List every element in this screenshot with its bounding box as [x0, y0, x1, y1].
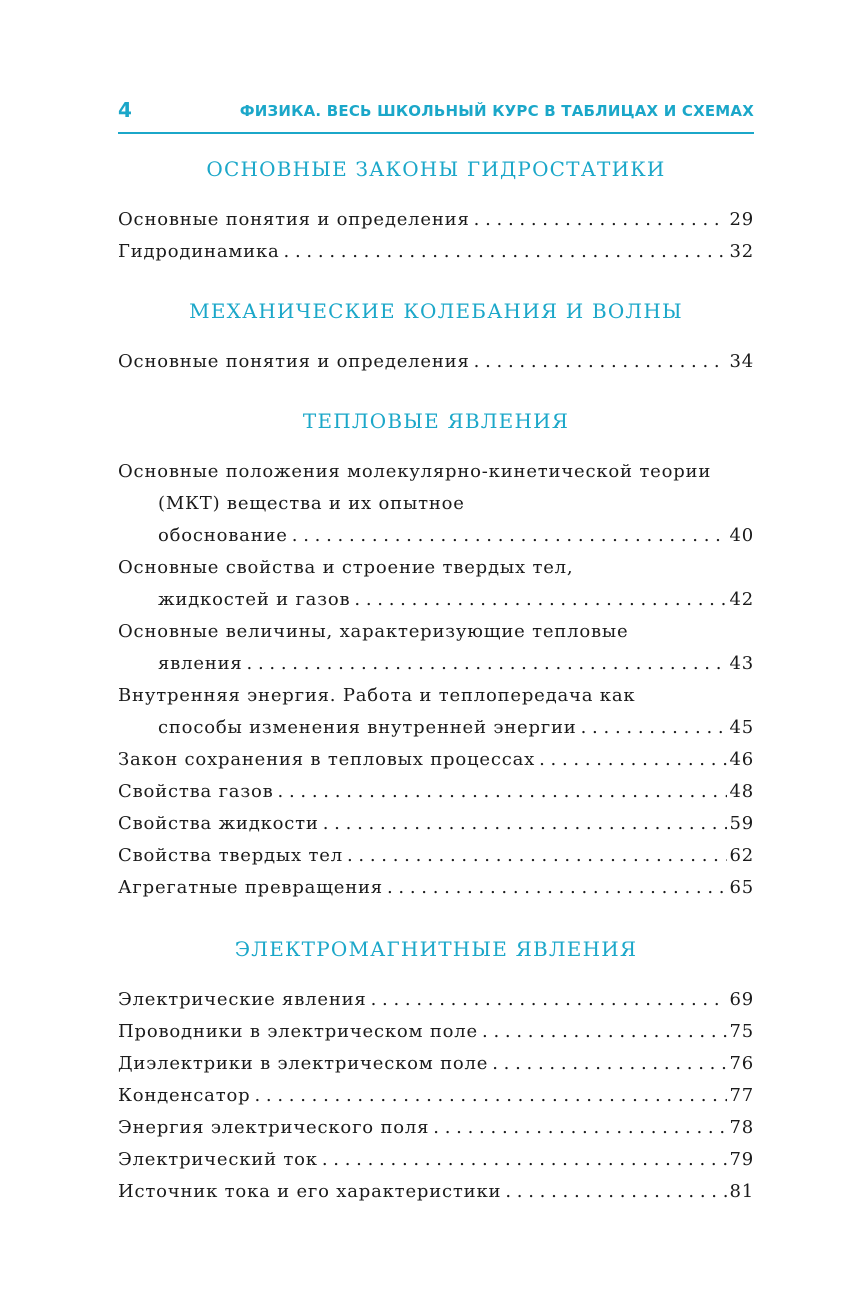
dot-leader — [322, 1144, 728, 1176]
section-title: ЭЛЕКТРОМАГНИТНЫЕ ЯВЛЕНИЯ — [234, 937, 638, 961]
entry-title-line: Закон сохранения в тепловых процессах — [118, 749, 536, 770]
entry-page-number: 46 — [729, 749, 754, 770]
dot-leader — [284, 236, 728, 268]
entry-title-line: (МКТ) вещества и их опытное — [158, 493, 465, 514]
entry-title-line: жидкостей и газов — [158, 589, 351, 610]
toc-entry[interactable] — [118, 984, 754, 1016]
page-number: 4 — [118, 98, 132, 122]
entry-title-line: Электрические явления — [118, 989, 367, 1010]
dot-leader — [474, 204, 728, 236]
entry-page-number: 48 — [729, 781, 754, 802]
entry-title-line: Гидродинамика — [118, 241, 280, 262]
entry-page-number: 77 — [729, 1085, 754, 1106]
toc-entry[interactable] — [118, 616, 754, 680]
dot-leader — [292, 520, 728, 552]
section-title: ТЕПЛОВЫЕ ЯВЛЕНИЯ — [302, 409, 570, 433]
toc-entry[interactable] — [118, 744, 754, 776]
dot-leader — [387, 872, 728, 904]
entry-page-number: 32 — [729, 241, 754, 262]
entry-title-line: Свойства газов — [118, 781, 274, 802]
dot-leader — [254, 1080, 727, 1112]
page-header — [118, 96, 754, 134]
toc-entry[interactable] — [118, 456, 754, 552]
entry-page-number: 76 — [729, 1053, 754, 1074]
dot-leader — [323, 808, 728, 840]
entry-title-line: Конденсатор — [118, 1085, 251, 1106]
toc-entry[interactable] — [118, 680, 754, 744]
entry-title-line: явления — [158, 653, 243, 674]
entry-title-line: Энергия электрического поля — [118, 1117, 430, 1138]
entry-page-number: 78 — [729, 1117, 754, 1138]
dot-leader — [474, 346, 728, 378]
dot-leader — [371, 984, 728, 1016]
entry-page-number: 75 — [729, 1021, 754, 1042]
entry-page-number: 45 — [729, 717, 754, 738]
entry-page-number: 29 — [729, 209, 754, 230]
dot-leader — [539, 744, 727, 776]
entry-title-line: Внутренняя энергия. Работа и теплопередача как — [118, 685, 636, 706]
entry-title-line: Основные понятия и определения — [118, 351, 470, 372]
dot-leader — [278, 776, 728, 808]
toc-entry[interactable] — [118, 204, 754, 236]
toc-entry[interactable] — [118, 346, 754, 378]
dot-leader — [505, 1176, 727, 1208]
entry-page-number: 69 — [729, 989, 754, 1010]
entry-title-line: Диэлектрики в электрическом поле — [118, 1053, 489, 1074]
toc-section — [118, 154, 754, 268]
entry-title-line: способы изменения внутренней энергии — [158, 717, 577, 738]
entry-page-number: 81 — [729, 1181, 754, 1202]
toc-entry[interactable] — [118, 236, 754, 268]
dot-leader — [581, 712, 728, 744]
section-title: ОСНОВНЫЕ ЗАКОНЫ ГИДРОСТАТИКИ — [206, 157, 666, 181]
entry-page-number: 59 — [729, 813, 754, 834]
entry-title-line: Свойства жидкости — [118, 813, 319, 834]
toc-entry[interactable] — [118, 1144, 754, 1176]
toc-entry[interactable] — [118, 872, 754, 904]
entry-page-number: 34 — [729, 351, 754, 372]
toc-entry[interactable] — [118, 1048, 754, 1080]
dot-leader — [347, 840, 728, 872]
toc-section — [118, 934, 754, 1208]
entry-page-number: 62 — [729, 845, 754, 866]
entry-title-line: Основные понятия и определения — [118, 209, 470, 230]
entry-title-line: Основные свойства и строение твердых тел, — [118, 557, 574, 578]
entry-title-line: Проводники в электрическом поле — [118, 1021, 478, 1042]
entry-title-line: Свойства твердых тел — [118, 845, 343, 866]
entry-title-line: обоснование — [158, 525, 288, 546]
toc-entry[interactable] — [118, 1176, 754, 1208]
table-of-contents — [118, 132, 754, 1208]
entry-page-number: 79 — [729, 1149, 754, 1170]
entry-page-number: 42 — [729, 589, 754, 610]
dot-leader — [247, 648, 728, 680]
entry-title-line: Источник тока и его характеристики — [118, 1181, 502, 1202]
section-title: МЕХАНИЧЕСКИЕ КОЛЕБАНИЯ И ВОЛНЫ — [189, 299, 683, 323]
toc-entry[interactable] — [118, 1016, 754, 1048]
toc-section — [118, 406, 754, 904]
toc-section — [118, 296, 754, 378]
dot-leader — [492, 1048, 727, 1080]
toc-entry[interactable] — [118, 840, 754, 872]
running-title: ФИЗИКА. ВЕСЬ ШКОЛЬНЫЙ КУРС В ТАБЛИЦАХ И СХЕМАХ — [239, 102, 754, 120]
entry-title-line: Основные положения молекулярно-кинетической теории — [118, 461, 712, 482]
dot-leader — [433, 1112, 727, 1144]
dot-leader — [482, 1016, 727, 1048]
toc-entry[interactable] — [118, 1112, 754, 1144]
entry-title-line: Агрегатные превращения — [118, 877, 383, 898]
entry-page-number: 43 — [729, 653, 754, 674]
dot-leader — [354, 584, 727, 616]
toc-entry[interactable] — [118, 1080, 754, 1112]
entry-page-number: 65 — [729, 877, 754, 898]
entry-title-line: Электрический ток — [118, 1149, 318, 1170]
toc-entry[interactable] — [118, 808, 754, 840]
entry-title-line: Основные величины, характеризующие тепловые — [118, 621, 629, 642]
toc-entry[interactable] — [118, 776, 754, 808]
entry-page-number: 40 — [729, 525, 754, 546]
toc-entry[interactable] — [118, 552, 754, 616]
